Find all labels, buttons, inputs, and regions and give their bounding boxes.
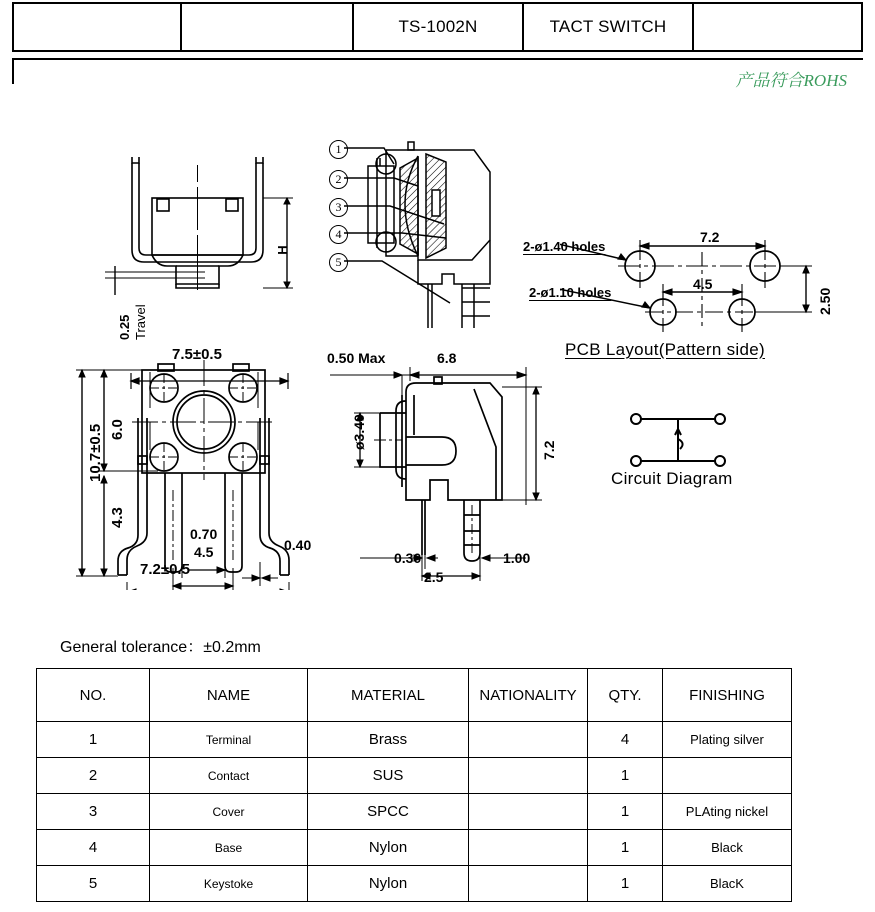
circuit-diagram-title: Circuit Diagram [611, 469, 733, 488]
cell-name-4: Base [150, 830, 308, 866]
rohs-compliance-note: 产品符合ROHS [735, 71, 847, 90]
general-tolerance-note: General tolerance：±0.2mm [60, 639, 261, 656]
cell-finishing-3: PLAting nickel [663, 794, 792, 830]
title-cell-2 [182, 4, 354, 50]
plan-dimension-6-0: 6.0 [109, 419, 126, 440]
plan-dimension-7-2: 7.2±0.5 [140, 561, 190, 578]
column-header-material: MATERIAL [308, 669, 469, 722]
dimension-0-25: 0.25 [117, 314, 132, 340]
callout-1: 1 [329, 140, 348, 159]
pcb-dimension-2-50: 2.50 [817, 287, 833, 315]
cell-nationality-5 [469, 866, 588, 902]
cell-name-1: Terminal [150, 722, 308, 758]
parts-table [36, 668, 792, 902]
column-header-name: NAME [150, 669, 308, 722]
table-row [37, 794, 792, 830]
cell-finishing-1: Plating silver [663, 722, 792, 758]
dimension-travel-label: Travel [133, 304, 148, 340]
callout-2: 2 [329, 170, 348, 189]
cell-no-1: 1 [37, 722, 150, 758]
cell-qty-2: 1 [588, 758, 663, 794]
pcb-dimension-7-2: 7.2 [700, 229, 720, 245]
note-holes-140: 2-ø1.40 holes [523, 239, 606, 254]
cell-material-5: Nylon [308, 866, 469, 902]
sheet-border-left [12, 58, 14, 84]
cell-name-5: Keystoke [150, 866, 308, 902]
column-header-no: NO. [37, 669, 150, 722]
side-dimension-7-2: 7.2 [541, 440, 557, 460]
side-dimension-0-50-max: 0.50 Max [327, 350, 386, 366]
cell-material-3: SPCC [308, 794, 469, 830]
column-header-nationality: NATIONALITY [469, 669, 588, 722]
cell-material-4: Nylon [308, 830, 469, 866]
table-row [37, 722, 792, 758]
pcb-dimension-4-5: 4.5 [693, 276, 713, 292]
dimension-7-5: 7.5±0.5 [172, 346, 222, 363]
cell-material-1: Brass [308, 722, 469, 758]
table-row [37, 758, 792, 794]
cell-no-3: 3 [37, 794, 150, 830]
cell-qty-4: 1 [588, 830, 663, 866]
callout-5: 5 [329, 253, 348, 272]
dimension-h: H [275, 245, 290, 255]
cell-no-4: 4 [37, 830, 150, 866]
pcb-layout-title: PCB Layout(Pattern side) [565, 340, 765, 359]
cell-name-2: Contact [150, 758, 308, 794]
note-holes-110: 2-ø1.10 holes [529, 285, 612, 300]
cell-nationality-3 [469, 794, 588, 830]
part-number-cell: TS-1002N [354, 4, 524, 50]
column-header-qty: QTY. [588, 669, 663, 722]
side-dimension-1-00: 1.00 [503, 550, 531, 566]
cell-qty-1: 4 [588, 722, 663, 758]
title-cell-1 [14, 4, 182, 50]
cell-nationality-2 [469, 758, 588, 794]
circuit-diagram-drawing [620, 405, 740, 475]
plan-dimension-4-3: 4.3 [109, 507, 126, 528]
side-dimension-2-5: 2.5 [424, 569, 444, 585]
callout-3: 3 [329, 198, 348, 217]
cell-name-3: Cover [150, 794, 308, 830]
callout-4: 4 [329, 225, 348, 244]
column-header-finishing: FINISHING [663, 669, 792, 722]
product-name-cell: TACT SWITCH [524, 4, 694, 50]
cell-finishing-4: Black [663, 830, 792, 866]
cell-no-5: 5 [37, 866, 150, 902]
parts-table-header-row [37, 669, 792, 722]
title-block [12, 2, 863, 52]
cell-qty-5: 1 [588, 866, 663, 902]
plan-dimension-4-5: 4.5 [194, 544, 214, 560]
cell-qty-3: 1 [588, 794, 663, 830]
cell-finishing-2 [663, 758, 792, 794]
cell-no-2: 2 [37, 758, 150, 794]
cell-material-2: SUS [308, 758, 469, 794]
table-row [37, 866, 792, 902]
cell-nationality-4 [469, 830, 588, 866]
title-block-underline [12, 58, 863, 60]
plan-dimension-0-70: 0.70 [190, 526, 218, 542]
side-dimension-6-8: 6.8 [437, 350, 457, 366]
title-cell-5 [694, 4, 861, 50]
cross-section-view [322, 128, 522, 328]
side-dimension-0-30: 0.30 [394, 550, 422, 566]
cell-finishing-5: BlacK [663, 866, 792, 902]
table-row [37, 830, 792, 866]
plan-dimension-10-7: 10.7±0.5 [87, 423, 104, 482]
cell-nationality-1 [469, 722, 588, 758]
side-dimension-3-40-dia: ø3.40 [351, 414, 367, 450]
plan-dimension-0-40: 0.40 [284, 537, 312, 553]
